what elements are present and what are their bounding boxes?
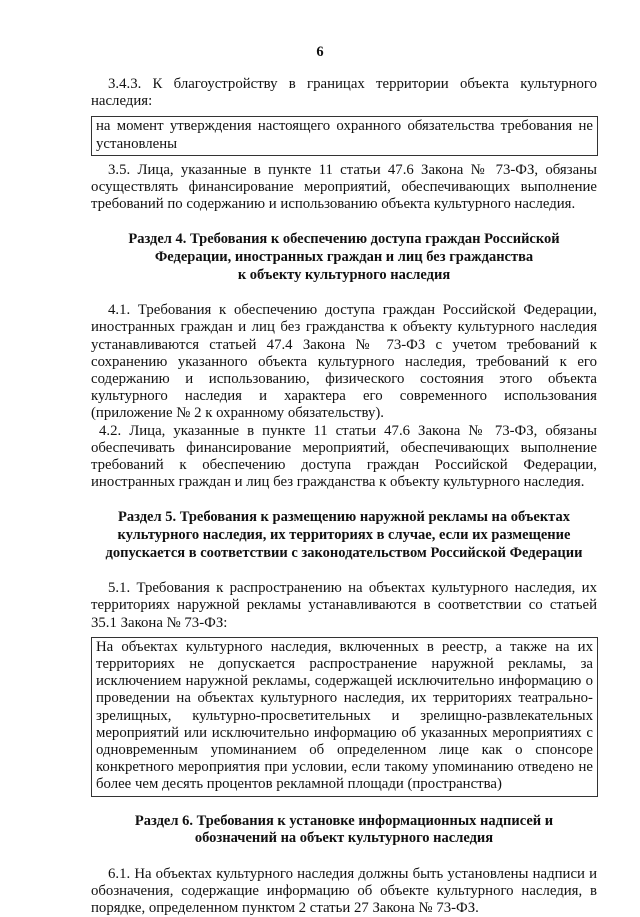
box-3-4-3: на момент утверждения настоящего охранного обязательства требования не установлены: [91, 116, 598, 155]
section-5-heading-line-1: Раздел 5. Требования к размещению наружной рекламы на объектах: [118, 509, 570, 526]
section-6-heading: [91, 813, 597, 848]
section-4-heading-line-2: Федерации, иностранных граждан и лиц без гражданства: [154, 249, 534, 266]
section-6-heading-line-1: Раздел 6. Требования к установке информационных надписей и: [134, 812, 554, 829]
item-3-5: 3.5. Лица, указанные в пункте 11 статьи 47.6 Закона № 73-ФЗ, обязаны осуществлять финансирование мероприятий, обеспечивающих выполнение требований по содержанию и использованию объекта культурного наследия.: [91, 161, 597, 213]
section-4-heading-line-1: Раздел 4. Требования к обеспечению доступа граждан Российской: [128, 231, 560, 248]
item-5-1: 5.1. Требования к распространению на объектах культурного наследия, их территориях наружной рекламы устанавливаются в соответствии со статьей 35.1 Закона № 73-ФЗ:: [91, 580, 597, 631]
section-4-heading: [91, 231, 597, 284]
section-5-heading-line-3: допускается в соответствии с законодательством Российской Федерации: [105, 544, 583, 561]
page-number: 6: [316, 44, 324, 60]
section-6-heading-line-2: обозначений на объект культурного наследия: [194, 830, 494, 847]
section-5-heading: [91, 509, 597, 562]
item-6-1: 6.1. На объектах культурного наследия должны быть установлены надписи и обозначения, содержащие информацию об объекте культурного наследия, в порядке, определенном пунктом 2 статьи 27 Закона № 73-ФЗ.: [91, 865, 597, 917]
page-content: [91, 76, 597, 917]
section-5-heading-line-2: культурного наследия, их территориях в случае, если их размещение: [117, 527, 571, 544]
item-4-1: 4.1. Требования к обеспечению доступа граждан Российской Федерации, иностранных граждан и лиц без гражданства к объекту культурного наследия устанавливаются статьей 47.4 Закона № 73-ФЗ с учетом требований к сохранению указанного объекта культурного наследия, требований к его содержанию и использованию, физического состояния этого объекта культурного наследия и характера его современного использования (приложение № 2 к охранному обязательству).: [91, 302, 597, 422]
box-5-1: На объектах культурного наследия, включенных в реестр, а также на их территориях не допускается распространение наружной рекламы, за исключением наружной рекламы, содержащей исключительно информацию о проведении на объектах культурного наследия, их территориях театрально-зрелищных, культурно-просветительных и зрелищно-развлекательных мероприятий или исключительно информацию об указанных мероприятиях с одновременным упоминанием об определенном лице как о спонсоре конкретного мероприятия при условии, если такому упоминанию отведено не более чем десять процентов рекламной площади (пространства): [91, 637, 598, 797]
section-4-heading-line-3: к объекту культурного наследия: [237, 266, 451, 283]
item-3-4-3: 3.4.3. К благоустройству в границах территории объекта культурного наследия:: [91, 76, 597, 110]
item-4-2: 4.2. Лица, указанные в пункте 11 статьи 47.6 Закона № 73-ФЗ, обязаны обеспечивать финансирование мероприятий, обеспечивающих выполнение требований к обеспечению доступа граждан Российской Федерации, иностранных граждан и лиц без гражданства к объекту культурного наследия.: [91, 422, 597, 491]
